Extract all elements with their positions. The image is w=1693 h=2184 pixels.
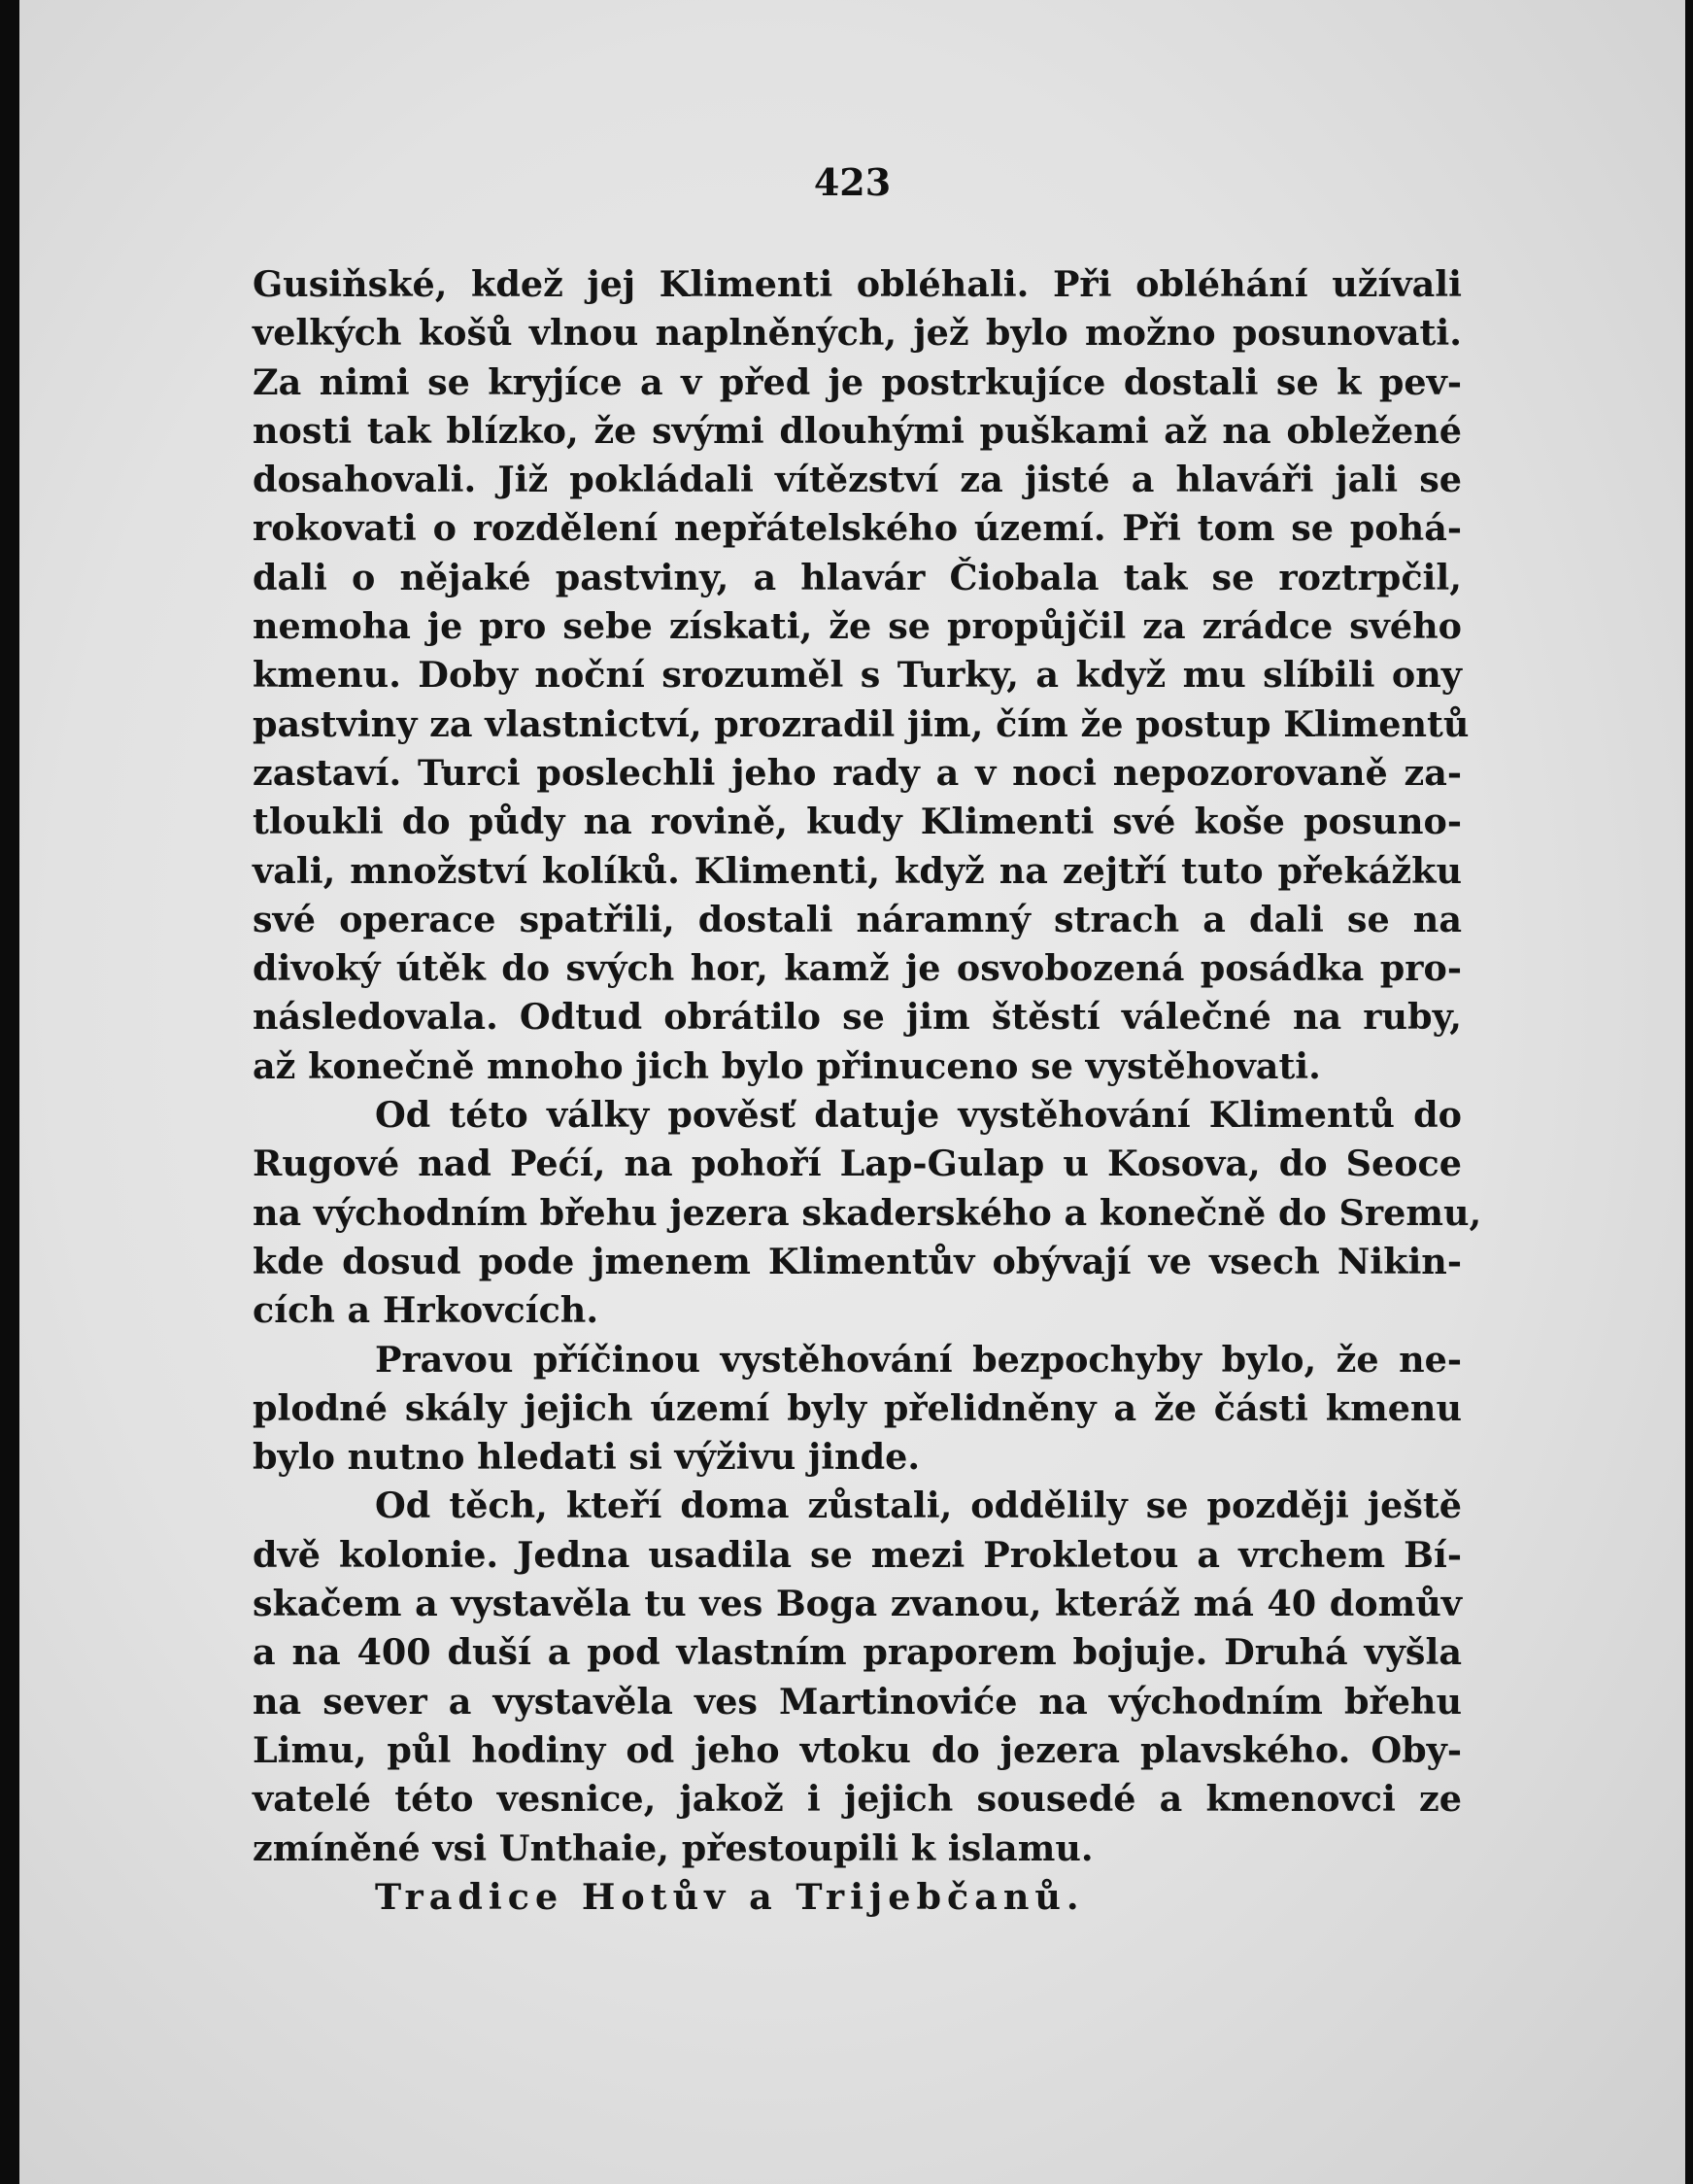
- text-line: nemoha je pro sebe získati, že se propůjčil za zrádce svého: [253, 605, 1462, 648]
- text-line: divoký útěk do svých hor, kamž je osvobozená posádka pro-: [253, 947, 1462, 990]
- page-number: 423: [813, 160, 892, 204]
- paragraph: [253, 1336, 1462, 1483]
- body-text: [253, 260, 1482, 1922]
- text-line: kde dosud pode jmenem Klimentův obývají ve vsech Nikin-: [253, 1240, 1462, 1282]
- paragraph: [253, 1482, 1462, 1872]
- paragraph: [253, 260, 1470, 1091]
- text-line: zmíněné vsi Unthaie, přestoupili k islamu.: [253, 1826, 1094, 1869]
- section-heading: Tradice Hotův a Trijebčanů.: [375, 1875, 1085, 1918]
- text-line: zastaví. Turci poslechli jeho rady a v noci nepozorovaně za-: [253, 751, 1462, 794]
- text-line: cích a Hrkovcích.: [253, 1289, 599, 1332]
- book-page: [19, 0, 1685, 2184]
- text-line: nosti tak blízko, že svými dlouhými puškami až na obležené: [253, 409, 1462, 452]
- text-line: skačem a vystavěla tu ves Boga zvanou, kteráž má 40 domův: [253, 1583, 1462, 1625]
- text-line: Za nimi se kryjíce a v před je postrkujíce dostali se k pev-: [253, 360, 1462, 403]
- text-line: Rugové nad Pećí, na pohoří Lap-Gulap u Kosova, do Seoce: [253, 1143, 1462, 1185]
- text-line: Od těch, kteří doma zůstali, oddělily se později ještě: [375, 1484, 1462, 1527]
- text-line: až konečně mnoho jich bylo přinuceno se vystěhovati.: [253, 1044, 1321, 1087]
- text-line: dosahovali. Již pokládali vítězství za jisté a hlaváři jali se: [253, 459, 1462, 501]
- text-line: Limu, půl hodiny od jeho vtoku do jezera plavského. Oby-: [253, 1728, 1462, 1771]
- text-line: na východním břehu jezera skaderského a konečně do Sremu,: [253, 1191, 1482, 1234]
- text-line: rokovati o rozdělení nepřátelského území. Při tom se pohá-: [253, 507, 1462, 550]
- text-line: vali, množství kolíků. Klimenti, když na zejtří tuto překážku: [253, 849, 1462, 892]
- text-line: Pravou příčinou vystěhování bezpochyby bylo, že ne-: [375, 1338, 1462, 1381]
- text-line: dali o nějaké pastviny, a hlavár Čiobala tak se roztrpčil,: [253, 556, 1462, 598]
- text-line: dvě kolonie. Jedna usadila se mezi Prokletou a vrchem Bí-: [253, 1533, 1462, 1576]
- text-line: kmenu. Doby noční srozuměl s Turky, a když mu slíbili ony: [253, 654, 1462, 697]
- text-line: své operace spatřili, dostali náramný strach a dali se na: [253, 898, 1462, 940]
- paragraph: [253, 1091, 1482, 1335]
- text-line: velkých košů vlnou naplněných, jež bylo možno posunovati.: [253, 312, 1462, 355]
- text-line: Od této války pověsť datuje vystěhování Klimentů do: [375, 1094, 1462, 1137]
- text-line: na sever a vystavěla ves Martinoviće na východním břehu: [253, 1680, 1462, 1723]
- text-line: pastviny za vlastnictví, prozradil jim, čím že postup Klimentů: [253, 702, 1470, 745]
- text-line: Gusiňské, kdež jej Klimenti obléhali. Při obléhání užívali: [253, 263, 1462, 305]
- text-line: bylo nutno hledati si výživu jinde.: [253, 1436, 921, 1479]
- text-line: plodné skály jejich území byly přelidněny a že části kmenu: [253, 1386, 1462, 1429]
- text-line: následovala. Odtud obrátilo se jim štěstí válečné na ruby,: [253, 996, 1462, 1039]
- text-line: a na 400 duší a pod vlastním praporem bojuje. Druhá vyšla: [253, 1631, 1462, 1674]
- text-line: vatelé této vesnice, jakož i jejich sousedé a kmenovci ze: [253, 1778, 1462, 1821]
- text-line: tloukli do půdy na rovině, kudy Klimenti své koše posuno-: [253, 801, 1462, 843]
